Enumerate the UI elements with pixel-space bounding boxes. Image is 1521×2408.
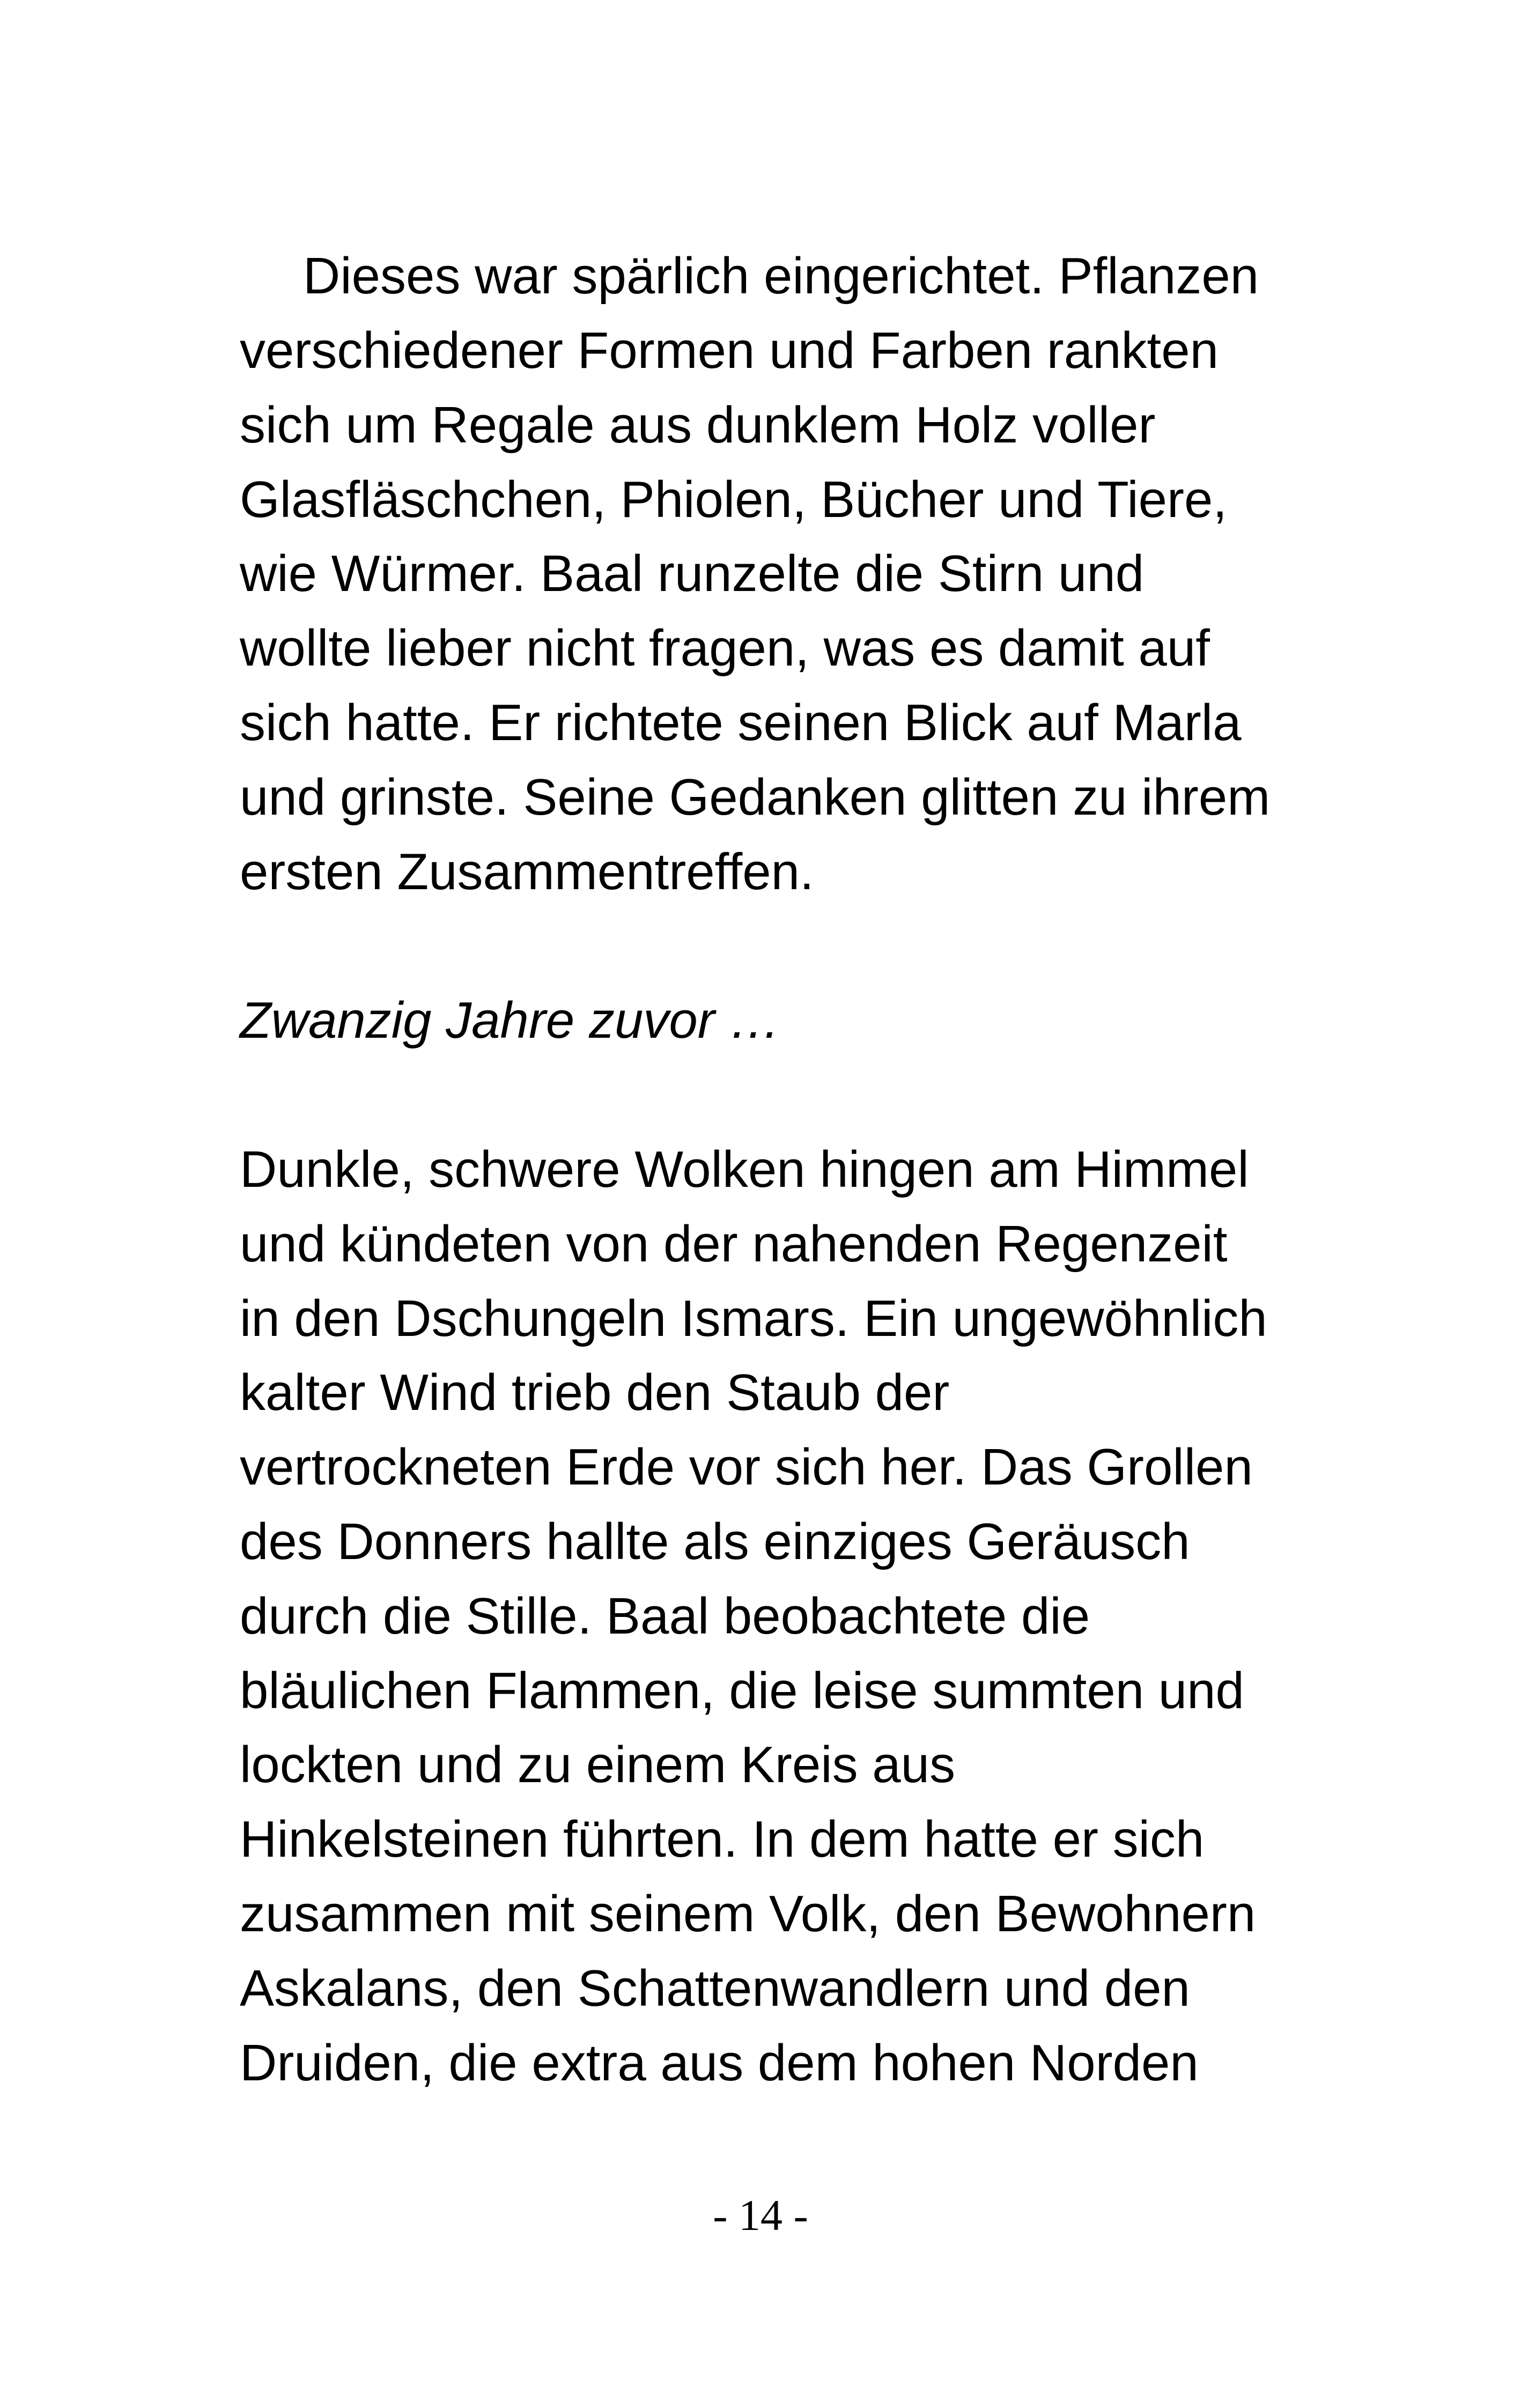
text-line: verschiedener Formen und Farben rankten [240, 322, 1219, 379]
text-line: Druiden, die extra aus dem hohen Norden [240, 2034, 1199, 2092]
text-line: vertrockneten Erde vor sich her. Das Grollen [240, 1438, 1253, 1496]
text-line: in den Dschungeln Ismars. Ein ungewöhnlich [240, 1290, 1267, 1347]
text-line: Dunkle, schwere Wolken hingen am Himmel [240, 1141, 1249, 1198]
text-line: lockten und zu einem Kreis aus [240, 1736, 956, 1793]
page-number: - 14 - [713, 2191, 808, 2240]
text-line: des Donners hallte als einziges Geräusch [240, 1513, 1190, 1570]
text-line: Askalans, den Schattenwandlern und den [240, 1960, 1190, 2017]
text-line: und grinste. Seine Gedanken glitten zu ihrem [240, 769, 1271, 826]
text-line: wollte lieber nicht fragen, was es damit auf [240, 619, 1210, 677]
text-line: zusammen mit seinem Volk, den Bewohnern [240, 1885, 1256, 1942]
text-line: sich um Regale aus dunklem Holz voller [240, 396, 1156, 454]
text-line: durch die Stille. Baal beobachtete die [240, 1587, 1090, 1645]
text-line: und kündeten von der nahenden Regenzeit [240, 1215, 1228, 1273]
text-line: Hinkelsteinen führten. In dem hatte er sich [240, 1811, 1205, 1868]
text-line: sich hatte. Er richtete seinen Blick auf Marla [240, 694, 1242, 751]
text-line: Glasfläschchen, Phiolen, Bücher und Tiere, [240, 471, 1228, 528]
text-line: bläulichen Flammen, die leise summten und [240, 1662, 1244, 1719]
text-line: ersten Zusammentreffen. [240, 843, 814, 900]
text-line: wie Würmer. Baal runzelte die Stirn und [240, 545, 1145, 602]
text-line: Dieses war spärlich eingerichtet. Pflanzen [303, 247, 1259, 305]
text-line: kalter Wind trieb den Staub der [240, 1364, 950, 1421]
scene-heading: Zwanzig Jahre zuvor … [240, 992, 781, 1049]
